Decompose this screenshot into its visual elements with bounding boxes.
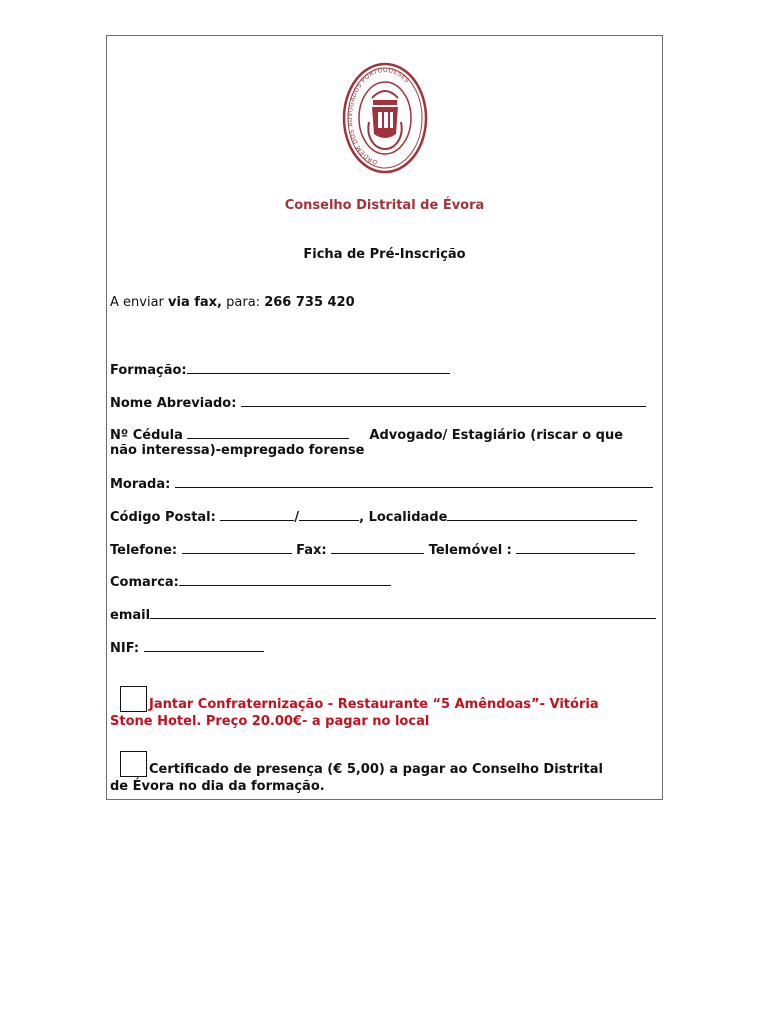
certificado-line-1: Certificado de presença (€ 5,00) a pagar ao Conselho Distrital [149, 762, 603, 777]
fax-para: para: [222, 295, 265, 310]
nome-row [110, 393, 660, 413]
formacao-row [110, 360, 660, 380]
fax-field[interactable] [331, 540, 424, 554]
fax-prefix: A enviar [110, 295, 169, 310]
certificado-line-2: de Évora no dia da formação. [110, 779, 325, 794]
codigo-postal-row [110, 507, 660, 527]
certificado-checkbox[interactable] [120, 751, 147, 777]
bar-association-seal-icon [342, 62, 428, 174]
form-title: Ficha de Pré-Inscrição [303, 247, 466, 262]
jantar-line-2: Stone Hotel. Preço 20.00€- a pagar no local [110, 714, 430, 729]
nif-row [110, 638, 660, 658]
nif-label: NIF: [110, 641, 140, 656]
email-field[interactable] [150, 605, 656, 619]
jantar-checkbox[interactable] [120, 686, 147, 712]
codigo-postal-field-2[interactable] [299, 507, 359, 521]
fax-label: Fax: [296, 543, 327, 558]
email-row [110, 605, 660, 625]
fax-instruction [110, 294, 660, 312]
formacao-field[interactable] [187, 360, 450, 374]
cedula-field[interactable] [187, 425, 349, 439]
morada-label: Morada: [110, 477, 171, 492]
council-title: Conselho Distrital de Évora [284, 198, 485, 213]
advogado-continued: não interessa)-empregado forense [110, 443, 365, 458]
nif-field[interactable] [144, 638, 264, 652]
telefone-label: Telefone: [110, 543, 178, 558]
telefone-field[interactable] [182, 540, 292, 554]
email-label: email [110, 608, 151, 623]
morada-field[interactable] [175, 474, 653, 488]
localidade-field[interactable] [447, 507, 637, 521]
certificado-option [110, 751, 660, 795]
comarca-field[interactable] [179, 572, 391, 586]
fax-number: 266 735 420 [264, 295, 355, 310]
telemovel-field[interactable] [516, 540, 635, 554]
codigo-postal-field-1[interactable] [220, 507, 294, 521]
formacao-label: Formação: [110, 363, 187, 378]
nome-field[interactable] [241, 393, 646, 407]
fax-via: via fax, [168, 295, 222, 310]
comarca-row [110, 572, 660, 592]
telemovel-label: Telemóvel : [428, 543, 512, 558]
nome-label: Nome Abreviado: [110, 396, 237, 411]
codigo-postal-slash: / [294, 510, 300, 525]
advogado-label: Advogado/ Estagiário (riscar o que [369, 428, 624, 443]
telefone-row [110, 540, 660, 560]
cedula-label: Nº Cédula [110, 428, 183, 443]
svg-text:ORDEM DOS ADVOGADOS PORTUGUESE: ORDEM DOS ADVOGADOS PORTUGUESES [347, 66, 411, 166]
morada-row [110, 474, 660, 494]
comarca-label: Comarca: [110, 575, 179, 590]
localidade-label: , Localidade [359, 510, 448, 525]
codigo-postal-label: Código Postal: [110, 510, 216, 525]
jantar-option [110, 686, 660, 730]
jantar-line-1: Jantar Confraternização - Restaurante “5 Amêndoas”- Vitória [149, 697, 599, 712]
